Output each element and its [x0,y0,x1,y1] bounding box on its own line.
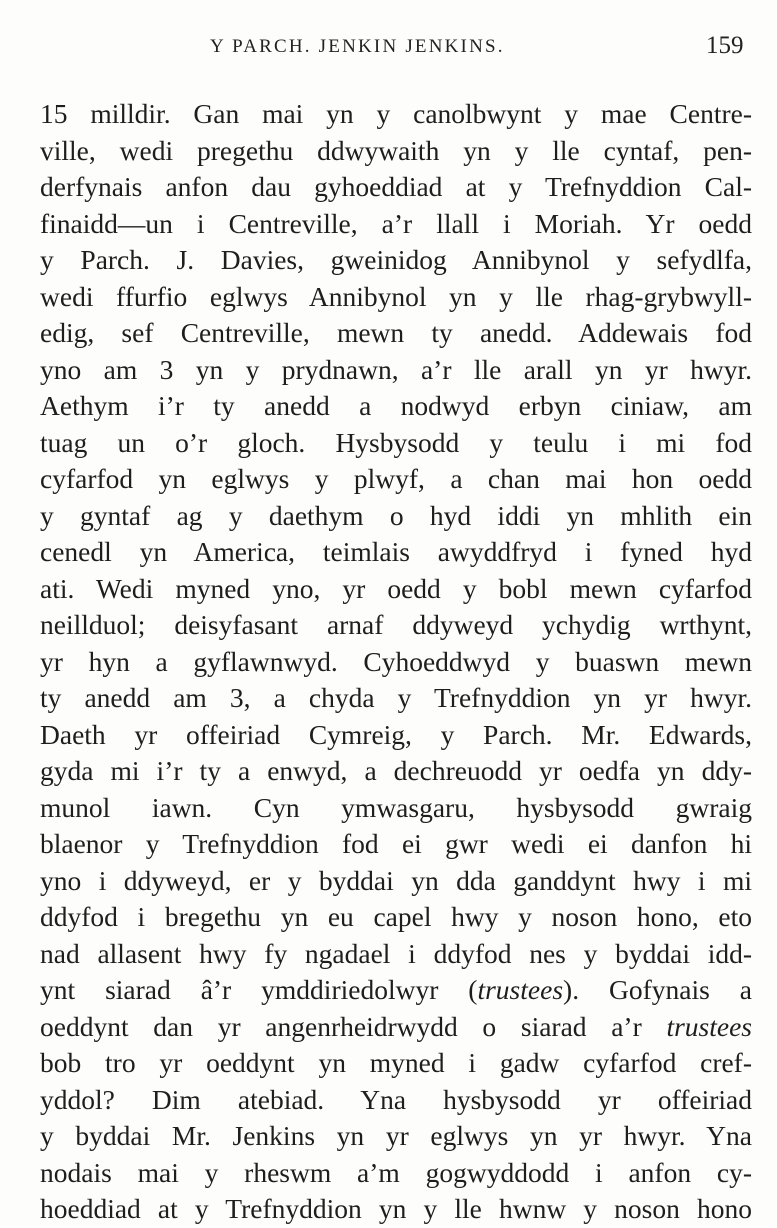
text-line: tuag un o’r gloch. Hysbysodd y teulu i mi fod [40,426,752,458]
text-line: yr hyn a gyflawnwyd. Cyhoeddwyd y buaswn mewn [40,645,752,677]
text-line: munol iawn. Cyn ymwasgaru, hysbysodd gwraig [40,791,752,823]
text-line: neillduol; deisyfasant arnaf ddyweyd ychydig wrthynt, [40,609,752,640]
text-line: y gyntaf ag y daethym o hyd iddi yn mhlith ein [40,499,752,531]
text-line: ville, wedi pregethu ddwywaith yn y lle cyntaf, pen- [40,134,752,166]
running-title: Y PARCH. JENKIN JENKINS. [210,36,505,57]
text-line: yno i ddyweyd, er y byddai yn dda ganddynt hwy i mi [40,864,752,896]
text-line: y byddai Mr. Jenkins yn yr eglwys yn yr hwyr. Yna [40,1120,752,1151]
text-line: 15 milldir. Gan mai yn y canolbwynt y mae Centre- [40,98,752,129]
text-line: yddol? Dim atebiad. Yna hysbysodd yr offeiriad [40,1083,752,1115]
text-line: ddyfod i bregethu yn eu capel hwy y noson hono, eto [40,901,752,932]
text-line: oeddynt dan yr angenrheidrwydd o siarad a’r trustees [40,1010,752,1042]
text-line: finaidd—un i Centreville, a’r llall i Moriah. Yr oedd [40,207,752,239]
text-line: ty anedd am 3, a chyda y Trefnyddion yn yr hwyr. [40,682,752,713]
body-text [40,96,752,1228]
text-line: wedi ffurfio eglwys Annibynol yn y lle rhag-grybwyll- [40,280,752,312]
text-line: bob tro yr oeddynt yn myned i gadw cyfarfod cref- [40,1047,752,1078]
text-line: nad allasent hwy fy ngadael i ddyfod nes y byddai idd- [40,937,752,969]
text-line: gyda mi i’r ty a enwyd, a dechreuodd yr oedfa yn ddy- [40,755,752,786]
text-line: edig, sef Centreville, mewn ty anedd. Addewais fod [40,317,752,348]
text-line: yno am 3 yn y prydnawn, a’r lle arall yn yr hwyr. [40,353,752,385]
text-line: Daeth yr offeiriad Cymreig, y Parch. Mr. Edwards, [40,718,752,750]
text-line: ati. Wedi myned yno, yr oedd y bobl mewn cyfarfod [40,572,752,604]
text-line: blaenor y Trefnyddion fod ei gwr wedi ei danfon hi [40,828,752,859]
text-line: cyfarfod yn eglwys y plwyf, a chan mai hon oedd [40,463,752,494]
text-line: ynt siarad â’r ymddiriedolwyr (trustees). Gofynais a [40,974,752,1005]
text-line: hoeddiad at y Trefnyddion yn y lle hwnw y noson hono [40,1193,752,1224]
running-head [0,30,777,64]
text-line: derfynais anfon dau gyhoeddiad at y Trefnyddion Cal- [40,171,752,202]
page-number: 159 [706,32,744,59]
text-line: y Parch. J. Davies, gweinidog Annibynol y sefydlfa, [40,244,752,275]
text-line: nodais mai y rheswm a’m gogwyddodd i anfon cy- [40,1156,752,1188]
text-line: Aethym i’r ty anedd a nodwyd erbyn ciniaw, am [40,390,752,421]
text-line: cenedl yn America, teimlais awyddfryd i fyned hyd [40,536,752,567]
